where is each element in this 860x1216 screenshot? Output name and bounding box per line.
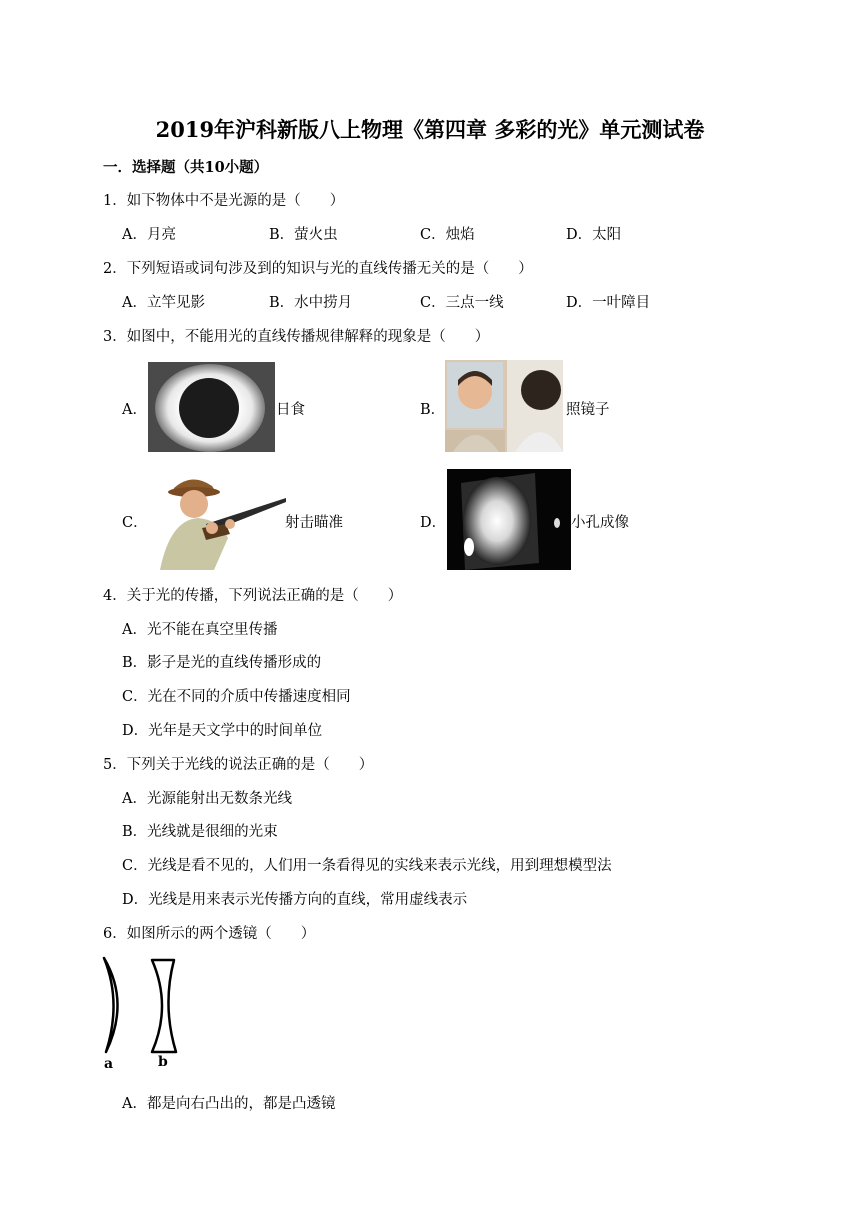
q5-option-a: A．光源能射出无数条光线	[122, 791, 292, 807]
q3-option-a-label: A．	[122, 402, 147, 418]
q2-option-a: A．立竿见影	[122, 295, 205, 311]
q2-option-d: D．一叶障目	[566, 295, 651, 311]
mirror-image	[445, 360, 563, 452]
q6-option-a: A．都是向右凸出的，都是凸透镜	[122, 1096, 336, 1112]
q2-option-c: C．三点一线	[420, 295, 504, 311]
q5-option-b: B．光线就是很细的光束	[122, 824, 278, 840]
lens-a-label: a	[104, 1056, 114, 1072]
q4-option-c: C．光在不同的介质中传播速度相同	[122, 689, 351, 705]
q1-option-c: C．烛焰	[420, 227, 475, 243]
q3-option-a-text: 日食	[276, 402, 305, 418]
question-3-stem: 3．如图中，不能用光的直线传播规律解释的现象是（ ）	[103, 329, 490, 345]
pinhole-image	[447, 469, 571, 570]
aiming-rifle-image	[150, 468, 286, 570]
q3-option-b-text: 照镜子	[566, 402, 610, 418]
solar-eclipse-image	[148, 362, 275, 452]
q3-option-c-text: 射击瞄准	[285, 515, 343, 531]
question-4-stem: 4．关于光的传播，下列说法正确的是（ ）	[103, 588, 403, 604]
q1-option-a: A．月亮	[122, 227, 176, 243]
question-6-stem: 6．如图所示的两个透镜（ ）	[103, 926, 316, 942]
q4-option-b: B．影子是光的直线传播形成的	[122, 655, 322, 671]
section-heading: 一．选择题（共10小题）	[103, 159, 269, 176]
q3-option-c-label: C．	[122, 515, 148, 531]
q4-option-d: D．光年是天文学中的时间单位	[122, 723, 323, 739]
page-title: 2019年沪科新版八上物理《第四章 多彩的光》单元测试卷	[155, 117, 705, 142]
q3-option-b-label: B．	[420, 402, 446, 418]
q3-option-d-label: D．	[420, 515, 447, 531]
q4-option-a: A．光不能在真空里传播	[122, 622, 278, 638]
q5-option-d: D．光线是用来表示光传播方向的直线，常用虚线表示	[122, 892, 468, 908]
lenses-figure	[100, 956, 186, 1074]
q1-option-b: B．萤火虫	[269, 227, 338, 243]
q3-option-d-text: 小孔成像	[571, 515, 629, 531]
q5-option-c: C．光线是看不见的，人们用一条看得见的实线来表示光线，用到理想模型法	[122, 858, 612, 874]
lens-b-label: b	[158, 1054, 168, 1070]
question-2-stem: 2．下列短语或词句涉及到的知识与光的直线传播无关的是（ ）	[103, 261, 533, 277]
question-5-stem: 5．下列关于光线的说法正确的是（ ）	[103, 757, 374, 773]
q1-option-d: D．太阳	[566, 227, 622, 243]
q2-option-b: B．水中捞月	[269, 295, 353, 311]
question-1-stem: 1．如下物体中不是光源的是（ ）	[103, 193, 345, 209]
